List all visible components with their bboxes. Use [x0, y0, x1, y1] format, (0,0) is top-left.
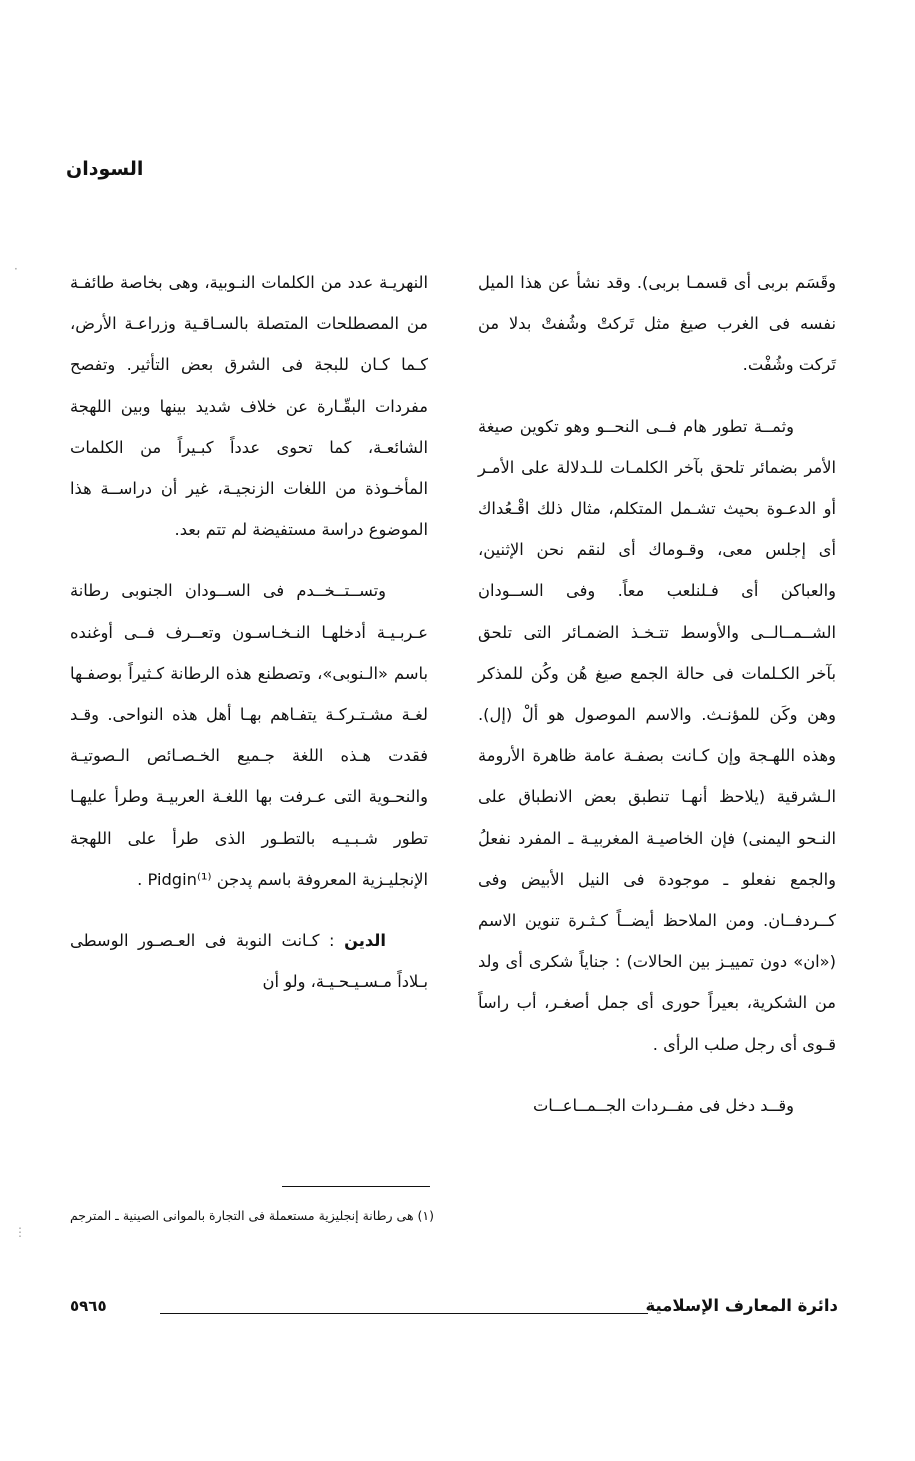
footer-title: دائرة المعارف الإسلامية: [645, 1296, 838, 1315]
paragraph: النهريـة عدد من الكلمات النـوبية، وهى بخاصة طائفـة من المصطلحات المتصلة بالسـاقـية وزراعـة الأرض، كـما كـان للبجة فى الشرق بعض التأثير. وتفصح مفردات البقّـارة عن خلاف شديد بينها وبين اللهجة الشائعـة، كما تحوى عدداً كبـيراً من الكلمات المأخـوذة من اللغات الزنجيـة، غير أن دراســة هذا الموضوع دراسة مستفيضة لم تتم بعد.: [70, 273, 428, 540]
page-footer: [70, 1296, 838, 1326]
paragraph: وثمــة تطور هام فــى النحــو وهو تكوين صيغة الأمر بضمائر تلحق بآخر الكلمـات للـدلالة على الأمـر أو الدعـوة بحيث تشـمل المتكلم، مثال ذلك اقْـعُداك أى إجلس معى، وقـوماك أى لنقم نحن الإثنين، والعباكن أى فـلنلعب معاً. وفى الســودان الشــمــالــى والأوسط تتـخـذ الضمـائر التى تلحق بآخر الكـلمات فى حالة الجمع صيغ هُن وكُن للمذكر وهن وكَن للمؤنـث. والاسم الموصول هو ألْ (إل). وهذه اللهـجة وإن كـانت بصفـة عامة ظاهرة الأرومة الـشرقية (يلاحظ أنهـا تنطبق بعض الانطباق على النـحو اليمنى) فإن الخاصيـة المغربيـة ـ المفرد نفعلُ والجمع نفعلو ـ موجودة فى النيل الأبيض وفى كــردفــان. ومن الملاحظ أيضــاً كـثـرة تنوين الاسم («ان» دون تمييـز بين الحالات) : جناياً شكرى أى ولد من الشكرية، بعيراً حورى أى جمل أصغـر، أب راساً قـوى أى رجل صلب الرأى .: [478, 416, 836, 1054]
paragraph: وقَسَم بربى أى قسمـا بربى). وقد نشأ عن هذا الميل نفسه فى الغرب صيغ مثل تَركتْ وشُفتْ بدلا من تَركت وشُفْت.: [478, 273, 836, 375]
footnote-divider: [282, 1186, 430, 1187]
section-lead: الدين: [344, 931, 386, 951]
text-column-right: [478, 262, 836, 1126]
scan-mark: ⋮: [14, 1225, 26, 1239]
paragraph: [70, 920, 428, 1002]
paragraph-text: : كـانت النوبة فى العـصـور الوسطى بـلاداً مـسـيـحـيـة، ولو أن: [70, 931, 428, 992]
text-column-left: [70, 262, 428, 1002]
paragraph: وقــد دخل فى مفــردات الجــمــاعــات: [532, 1095, 794, 1115]
footnote: (١) هى رطانة إنجليزية مستعملة فى التجارة بالموانى الصينية ـ المترجم: [69, 1208, 434, 1223]
footer-rule: [160, 1313, 648, 1314]
scan-mark: ·: [14, 262, 18, 276]
paragraph: وتســتــخــدم فى الســودان الجنوبى رطانة عـربـيـة أدخلهـا النـخـاسـون وتعــرف فــى أوغنده باسم «الـنوبى»، وتصطنع هذه الرطانة كـثيراً بوصفـها لغـة مشـتـركـة يتفـاهم بهـا أهل هذه النواحى. وقـد فقدت هـذه اللغة جـميع الخـصـائص الـصوتيـة والنحـوية التى عـرفت بها اللغـة العربيـة وطرأ عليهـا تطور شـبـيـه بالتطـور الذى طرأ على اللهجة الإنجليـزية المعروفة باسم پدجن Pidgin⁽¹⁾ .: [70, 581, 428, 889]
page-number: ٥٩٦٥: [70, 1297, 107, 1315]
running-head: السودان: [66, 158, 144, 180]
